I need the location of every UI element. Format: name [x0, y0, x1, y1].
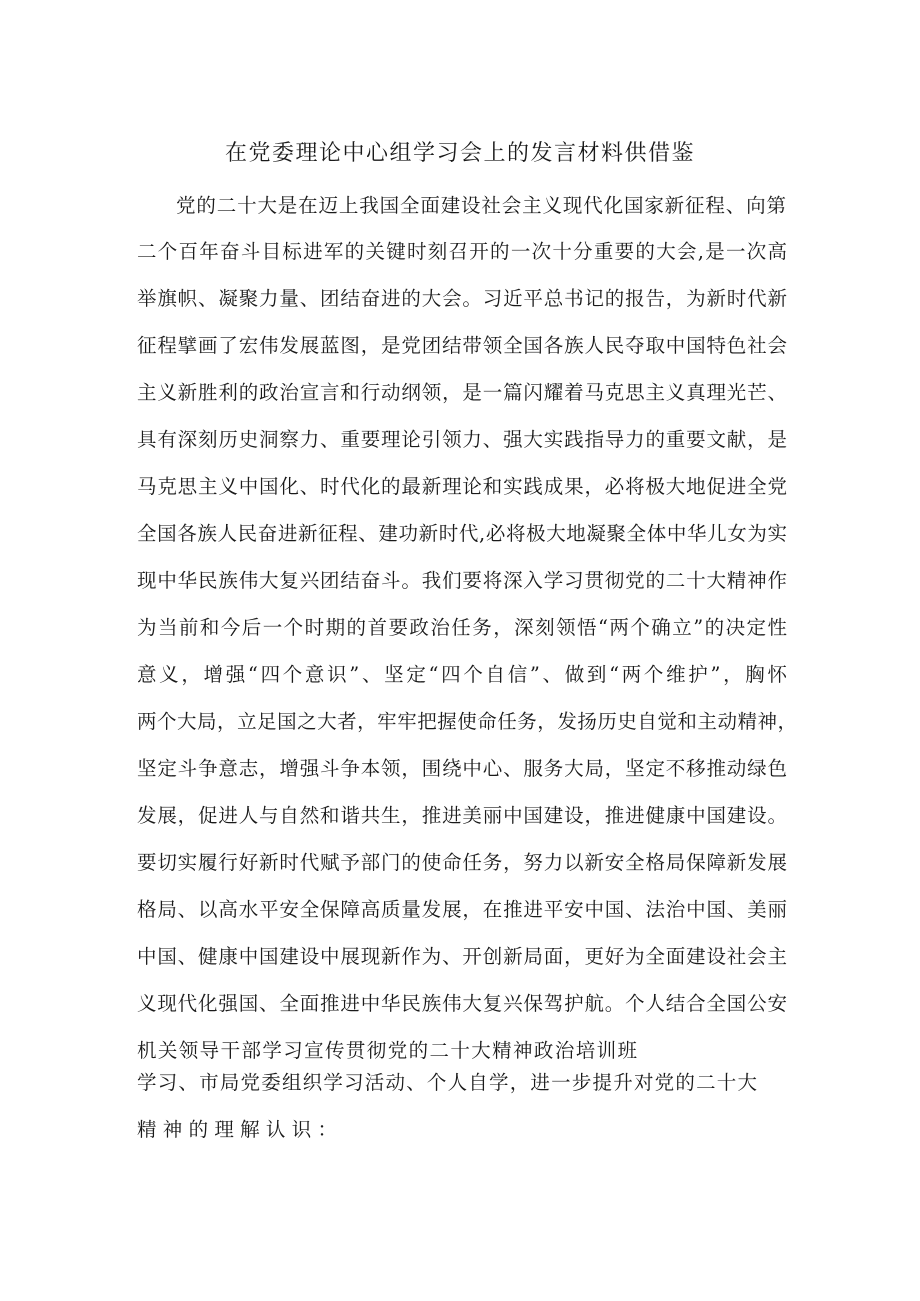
- paragraph-line: 坚定斗争意志，增强斗争本领，围绕中心、服务大局，坚定不移推动绿色: [137, 757, 788, 780]
- paragraph-line: 机关领导干部学习宣传贯彻党的二十大精神政治培训班: [137, 1039, 639, 1062]
- paragraph-line: 党的二十大是在迈上我国全面建设社会主义现代化国家新征程、向第: [176, 194, 787, 217]
- paragraph-line: 主义新胜利的政治宣言和行动纲领，是一篇闪耀着马克思主义真理光芒、: [137, 381, 788, 404]
- paragraph-line: 格局、以高水平安全保障高质量发展，在推进平安中国、法治中国、美丽: [137, 898, 788, 921]
- paragraph-line: 征程擘画了宏伟发展蓝图，是党团结带领全国各族人民夺取中国特色社会: [137, 334, 788, 357]
- paragraph-line: 要切实履行好新时代赋予部门的使命任务，努力以新安全格局保障新发展: [137, 851, 788, 874]
- paragraph-line: 举旗帜、凝聚力量、团结奋进的大会。习近平总书记的报告，为新时代新: [137, 287, 788, 310]
- paragraph-line: 为当前和今后一个时期的首要政治任务，深刻领悟“两个确立”的决定性: [137, 616, 789, 639]
- paragraph-line: 学习、市局党委组织学习活动、个人自学，进一步提升对党的二十大: [137, 1071, 759, 1094]
- document-title: 在党委理论中心组学习会上的发言材料供借鉴: [224, 141, 695, 166]
- paragraph-line: 义现代化强国、全面推进中华民族伟大复兴保驾护航。个人结合全国公安: [137, 992, 788, 1015]
- paragraph-line: 现中华民族伟大复兴团结奋斗。我们要将深入学习贯彻党的二十大精神作: [137, 569, 788, 592]
- paragraph-line: 马克思主义中国化、时代化的最新理论和实践成果，必将极大地促进全党: [137, 475, 788, 498]
- paragraph-line: 发展，促进人与自然和谐共生，推进美丽中国建设，推进健康中国建设。: [137, 804, 788, 827]
- paragraph-line: 精神的理解认识：: [137, 1118, 344, 1141]
- paragraph-line: 全国各族人民奋进新征程、建功新时代,必将极大地凝聚全体中华儿女为实: [137, 522, 788, 545]
- paragraph-line: 意义，增强“四个意识”、坚定“四个自信”、做到“两个维护”，胸怀: [137, 663, 790, 686]
- paragraph-line: 两个大局，立足国之大者，牢牢把握使命任务，发扬历史自觉和主动精神，: [137, 710, 798, 733]
- paragraph-line: 具有深刻历史洞察力、重要理论引领力、强大实践指导力的重要文献，是: [137, 428, 788, 451]
- paragraph-line: 二个百年奋斗目标进军的关键时刻召开的一次十分重要的大会,是一次高: [137, 240, 789, 263]
- paragraph-line: 中国、健康中国建设中展现新作为、开创新局面，更好为全面建设社会主: [137, 945, 788, 968]
